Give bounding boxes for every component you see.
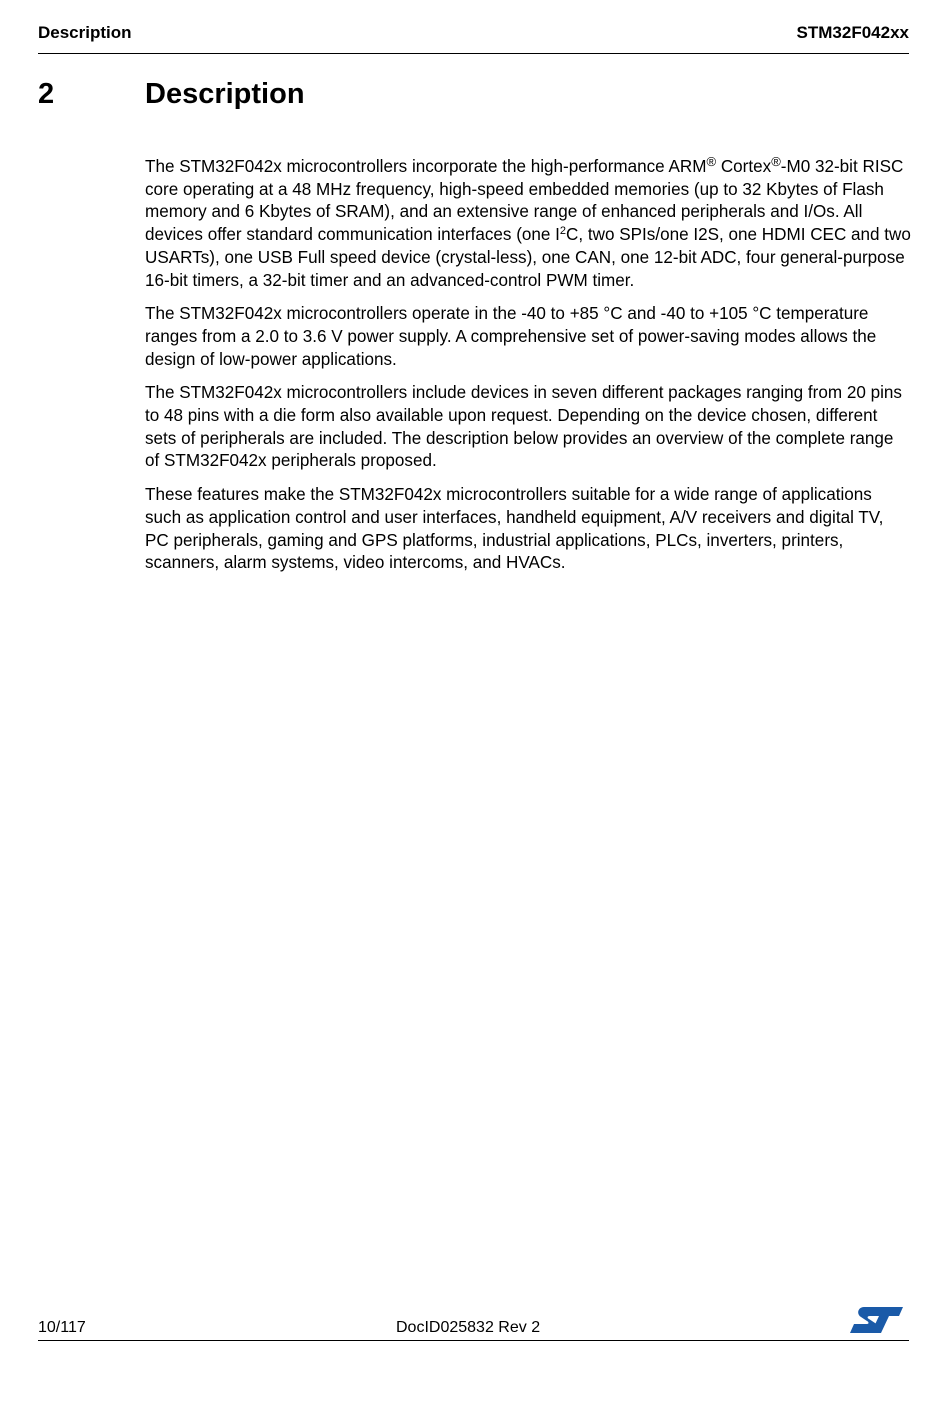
superscript-2: 2 [559,225,567,238]
document-id: DocID025832 Rev 2 [396,1319,541,1336]
description-body [145,156,911,586]
page-number: 10/117 [38,1319,86,1336]
section-number: 2 [38,78,55,110]
paragraph-4: These features make the STM32F042x microcontrollers suitable for a wide range of applications such as application control and user interfaces, handheld equipment, A/V receivers and digital TV, PC peripherals, gaming and GPS platforms, industrial applications, PLCs, inverters, printers, scanners, alarm systems, video intercoms, and HVACs. [145,485,884,573]
paragraph-3: The STM32F042x microcontrollers include devices in seven different packages ranging from 20 pins to 48 pins with a die form also available upon request. Depending on the device chosen, different sets of peripherals are included. The description below provides an overview of the complete range of STM32F042x peripherals proposed. [145,383,902,471]
header-section-label: Description [38,23,132,42]
page-footer [38,1300,909,1341]
st-logo-icon [848,1304,904,1336]
paragraph-2: The STM32F042x microcontrollers operate in the -40 to +85 °C and -40 to +105 °C temperature ranges from a 2.0 to 3.6 V power supply. A comprehensive set of power-saving modes allows the design of low-power applications. [145,304,877,369]
registered-mark: ® [771,154,781,169]
paragraph-1-part-c: -M0 32-bit RISC core operating at a 48 MHz frequency, high-speed embedded memories (up to 32 Kbytes of Flash memory and 6 Kbytes of SRAM), and an extensive range of enhanced peripherals and I/Os. All devices offer standard communication interfaces (one I [145,157,904,245]
header-product-label: STM32F042xx [796,23,909,42]
registered-mark: ® [706,154,717,169]
page-header [38,20,909,54]
paragraph-1-part-b: Cortex [716,157,772,176]
paragraph-1-part-a: The STM32F042x microcontrollers incorporate the high-performance ARM [145,157,707,176]
paragraph-1 [145,156,911,292]
section-title: Description [145,78,305,110]
paragraph-1-part-d: C, two SPIs/one I2S, one HDMI CEC and two USARTs), one USB Full speed device (crystal-less), one CAN, one 12-bit ADC, four general-purpose 16-bit timers, a 32-bit timer and an advanced-control PWM timer. [145,225,911,290]
